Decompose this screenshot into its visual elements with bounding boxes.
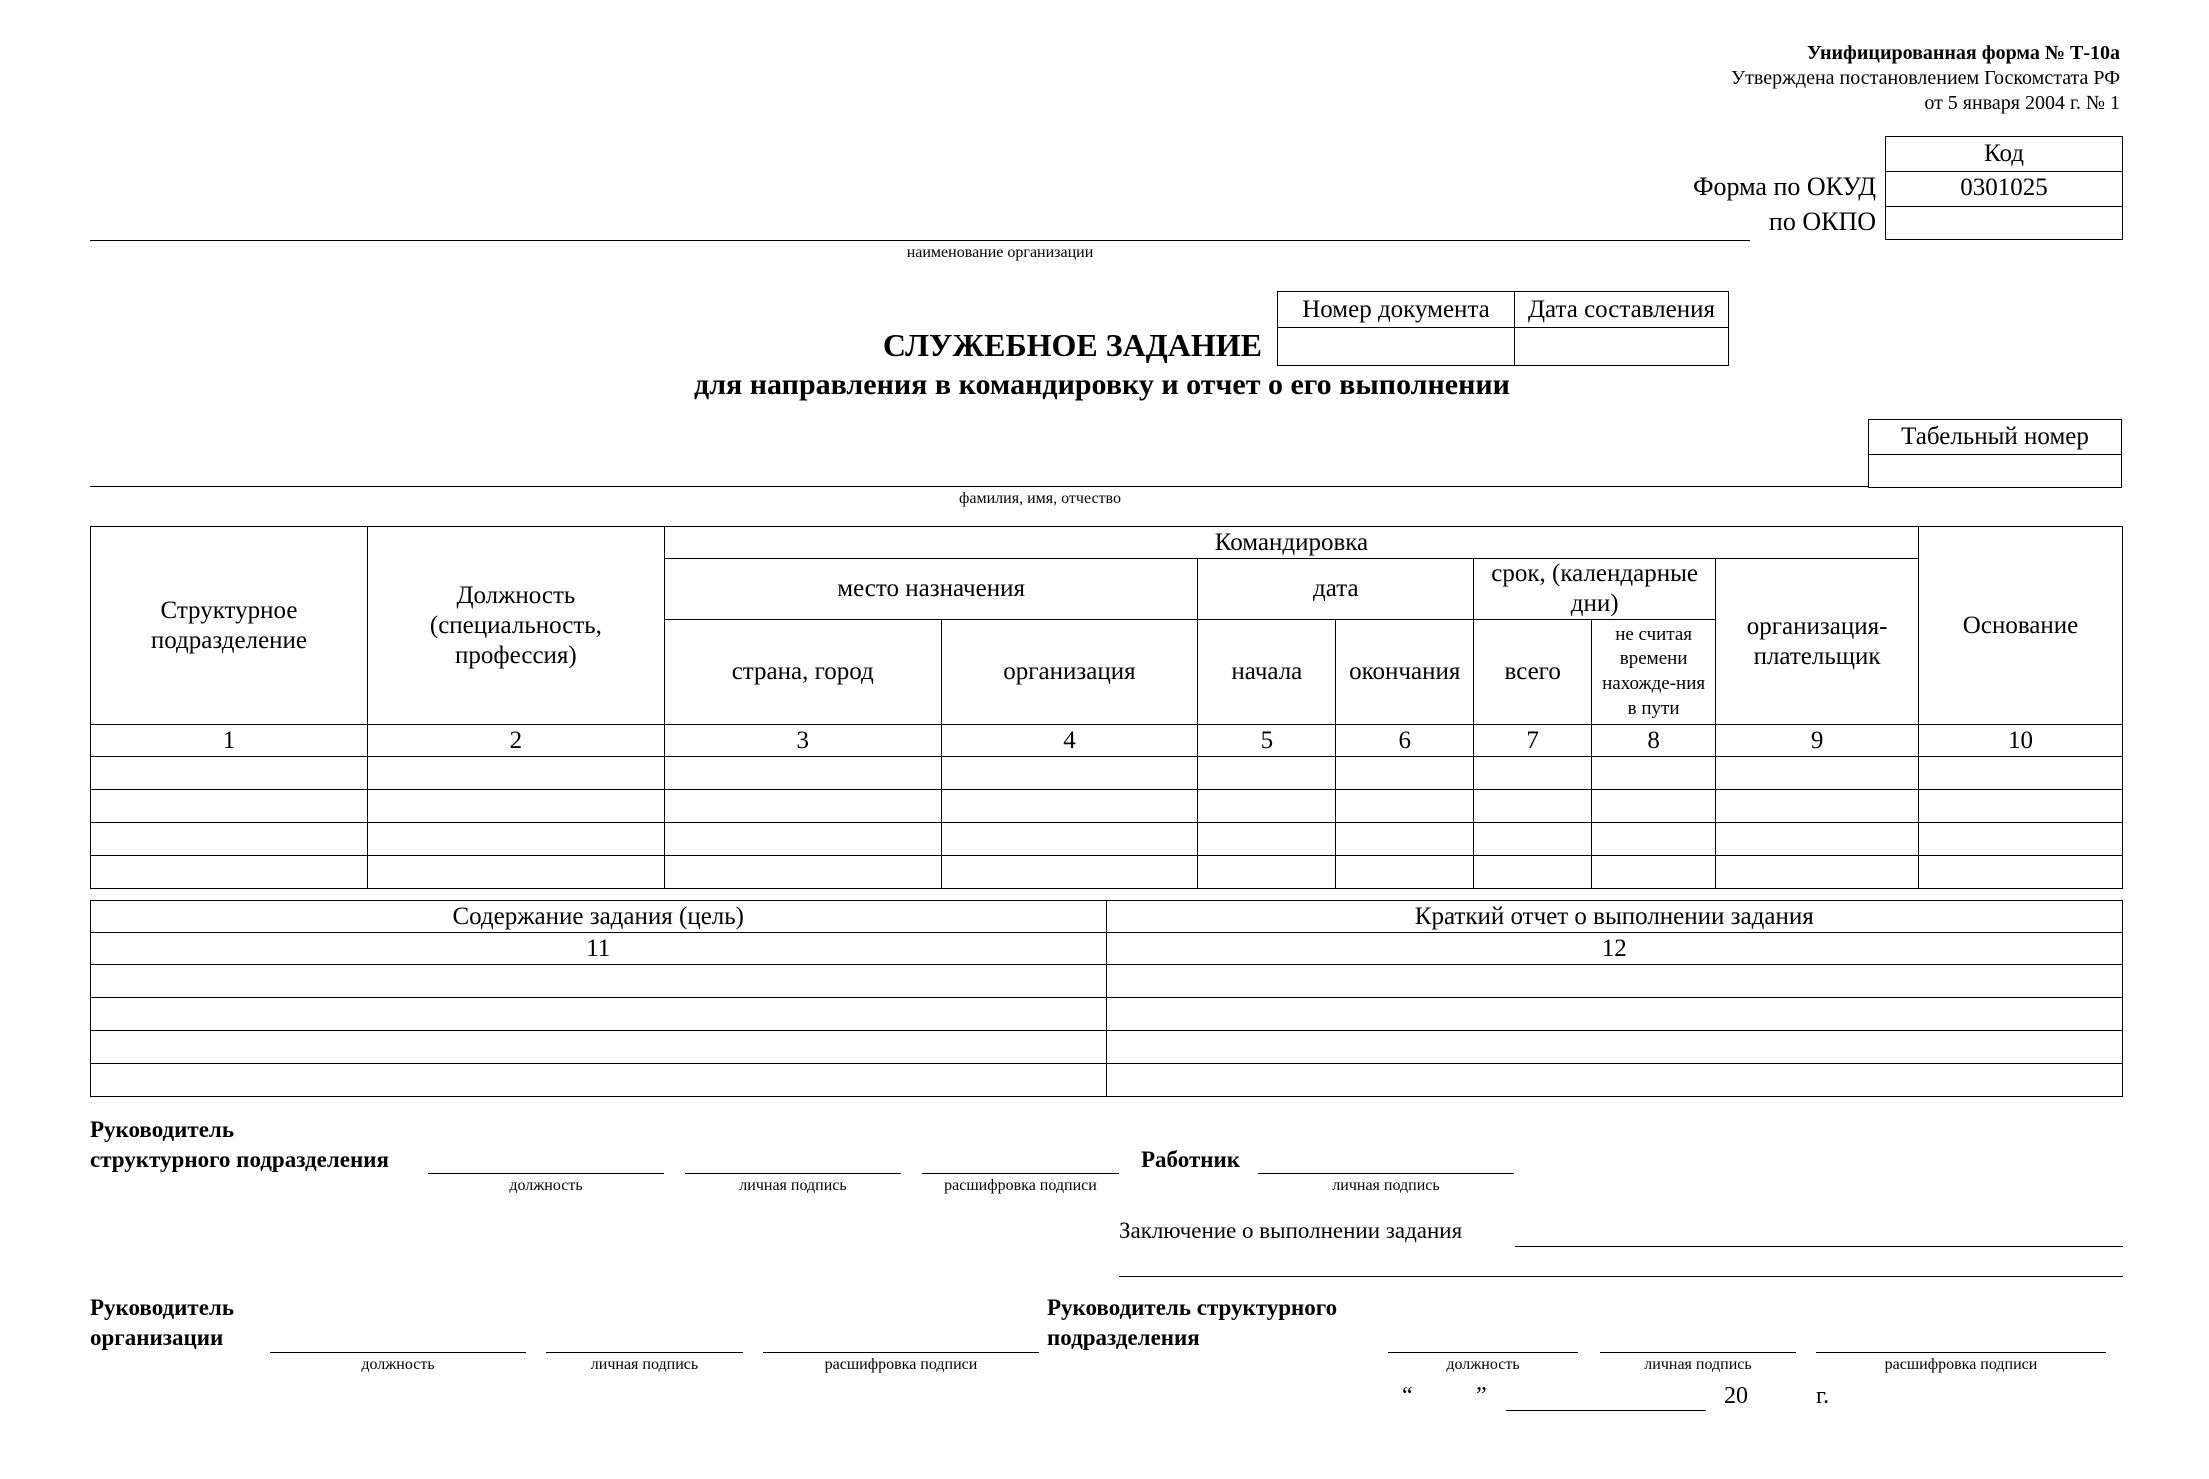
table-cell[interactable] — [91, 757, 368, 790]
conclusion-label: Заключение о выполнении задания — [1119, 1218, 1463, 1243]
conclusion-line-2[interactable] — [1119, 1276, 2123, 1277]
col-number: 2 — [367, 725, 664, 757]
okud-label: Форма по ОКУД — [1693, 172, 1876, 201]
col-start-header: начала — [1198, 620, 1336, 725]
head-org-signature-caption: личная подпись — [590, 1356, 699, 1373]
table-row — [91, 1031, 2123, 1064]
col-number: 11 — [91, 933, 1107, 965]
doc-number-label: Номер документа — [1278, 292, 1515, 328]
table-cell[interactable] — [1198, 856, 1336, 889]
okpo-label: по ОКПО — [1768, 207, 1876, 236]
table-cell[interactable] — [1474, 757, 1592, 790]
table-cell[interactable] — [941, 823, 1198, 856]
table-row — [91, 757, 2123, 790]
col-number: 10 — [1919, 725, 2123, 757]
head-struct-label-2: структурного подразделения — [90, 1147, 389, 1172]
table-cell[interactable] — [1198, 790, 1336, 823]
col-number: 8 — [1592, 725, 1716, 757]
doc-date-value[interactable] — [1515, 328, 1729, 366]
document-box — [1277, 291, 1729, 366]
worker-signature-caption: личная подпись — [1332, 1177, 1440, 1194]
title-sub: для направления в командировку и отчет о его выполнении — [694, 368, 1510, 401]
col-number: 7 — [1474, 725, 1592, 757]
worker-signature-line[interactable] — [1258, 1173, 1514, 1174]
table-cell[interactable] — [367, 757, 664, 790]
col-excl-header: не считая времени нахожде-ния в пути — [1592, 620, 1716, 725]
okud-value[interactable]: 0301025 — [1886, 172, 2122, 207]
table-cell[interactable] — [91, 1064, 1107, 1097]
col-number: 9 — [1716, 725, 1919, 757]
head-org-decoding-caption: расшифровка подписи — [824, 1356, 978, 1373]
form-title: Унифицированная форма № Т-10а — [1806, 42, 2120, 64]
table-cell[interactable] — [1106, 998, 2123, 1031]
table-cell[interactable] — [1336, 790, 1474, 823]
head-struct-signature-caption: личная подпись — [739, 1177, 847, 1194]
table-cell[interactable] — [1336, 757, 1474, 790]
title-main: СЛУЖЕБНОЕ ЗАДАНИЕ — [882, 327, 1262, 363]
head-struct-label-1: Руководитель — [90, 1117, 234, 1142]
table-cell[interactable] — [1106, 965, 2123, 998]
col-number: 4 — [941, 725, 1198, 757]
doc-number-value[interactable] — [1278, 328, 1515, 366]
table-cell[interactable] — [1474, 856, 1592, 889]
table-cell[interactable] — [1919, 757, 2123, 790]
col-struct-header: Структурное подразделение — [91, 527, 368, 725]
col-country-header: страна, город — [664, 620, 941, 725]
table-cell[interactable] — [1106, 1031, 2123, 1064]
table-cell[interactable] — [1919, 856, 2123, 889]
table-cell[interactable] — [1592, 856, 1716, 889]
table-cell[interactable] — [91, 823, 368, 856]
date-quote-close: ” — [1476, 1383, 1487, 1409]
okpo-value[interactable] — [1886, 207, 2122, 240]
head-struct2-signature-caption: личная подпись — [1644, 1356, 1752, 1373]
table-row — [91, 790, 2123, 823]
table-cell[interactable] — [91, 965, 1107, 998]
col-number: 12 — [1106, 933, 2123, 965]
col-payer-header: организация-плательщик — [1716, 559, 1919, 725]
head-struct-signature-line[interactable] — [685, 1173, 901, 1174]
col-number: 6 — [1336, 725, 1474, 757]
col-number: 5 — [1198, 725, 1336, 757]
table-cell[interactable] — [367, 823, 664, 856]
approved-by: Утверждена постановлением Госкомстата РФ — [1731, 67, 2120, 89]
date-year-suffix: г. — [1816, 1383, 1830, 1409]
table-cell[interactable] — [941, 757, 1198, 790]
table-cell[interactable] — [1592, 823, 1716, 856]
head-struct-position-caption: должность — [509, 1177, 583, 1194]
head-struct2-label-2: подразделения — [1047, 1325, 1200, 1350]
table-cell[interactable] — [367, 856, 664, 889]
group-trip-header: Командировка — [664, 527, 1918, 559]
code-box — [1885, 136, 2123, 240]
col-org-header: организация — [941, 620, 1198, 725]
table-cell[interactable] — [1198, 823, 1336, 856]
worker-label: Работник — [1141, 1147, 1240, 1172]
head-struct-position-line[interactable] — [428, 1173, 664, 1174]
tab-number-label: Табельный номер — [1869, 420, 2122, 455]
table-row — [91, 1064, 2123, 1097]
task-table — [90, 900, 2123, 1097]
table-cell[interactable] — [664, 823, 941, 856]
table-cell[interactable] — [1716, 790, 1919, 823]
head-org-label-2: организации — [90, 1325, 224, 1350]
table-cell[interactable] — [91, 1031, 1107, 1064]
table-row — [91, 965, 2123, 998]
table-row — [91, 998, 2123, 1031]
group-term-header: срок, (календарные дни) — [1474, 559, 1716, 620]
table-cell[interactable] — [1716, 757, 1919, 790]
trip-table — [90, 526, 2123, 889]
table-cell[interactable] — [1474, 790, 1592, 823]
group-destination-header: место назначения — [664, 559, 1198, 620]
table-cell[interactable] — [367, 790, 664, 823]
head-org-label-1: Руководитель — [90, 1295, 234, 1320]
table-cell[interactable] — [91, 790, 368, 823]
table-row — [91, 856, 2123, 889]
col-total-header: всего — [1474, 620, 1592, 725]
col-report-header: Краткий отчет о выполнении задания — [1106, 901, 2123, 933]
group-date-header: дата — [1198, 559, 1474, 620]
approved-date: от 5 января 2004 г. № 1 — [1924, 92, 2120, 114]
table-cell[interactable] — [1592, 790, 1716, 823]
table-cell[interactable] — [1716, 856, 1919, 889]
table-cell[interactable] — [1336, 856, 1474, 889]
head-org-position-caption: должность — [361, 1356, 435, 1373]
col-number: 3 — [664, 725, 941, 757]
date-month-line[interactable] — [1506, 1410, 1706, 1411]
col-content-header: Содержание задания (цель) — [91, 901, 1107, 933]
col-basis-header: Основание — [1919, 527, 2123, 725]
doc-date-label: Дата составления — [1515, 292, 1729, 328]
fio-caption: фамилия, имя, отчество — [959, 490, 1121, 507]
table-cell[interactable] — [1592, 757, 1716, 790]
table-cell[interactable] — [664, 856, 941, 889]
col-position-header: Должность (специальность, профессия) — [367, 527, 664, 725]
head-struct2-decoding-line[interactable] — [1816, 1352, 2106, 1353]
table-cell[interactable] — [91, 856, 368, 889]
table-row — [91, 823, 2123, 856]
head-struct-decoding-line[interactable] — [922, 1173, 1119, 1174]
table-cell[interactable] — [1336, 823, 1474, 856]
table-cell[interactable] — [941, 856, 1198, 889]
head-org-position-line[interactable] — [270, 1352, 526, 1353]
fio-line[interactable] — [90, 486, 1869, 487]
conclusion-line-1[interactable] — [1515, 1246, 2123, 1247]
organization-line[interactable] — [90, 240, 1750, 241]
code-header: Код — [1886, 137, 2122, 172]
date-year-prefix: 20 — [1724, 1383, 1748, 1409]
head-struct-decoding-caption: расшифровка подписи — [944, 1177, 1097, 1194]
table-cell[interactable] — [1198, 757, 1336, 790]
tab-number-box — [1868, 419, 2122, 488]
table-cell[interactable] — [1106, 1064, 2123, 1097]
head-struct2-position-line[interactable] — [1388, 1352, 1578, 1353]
tab-number-value[interactable] — [1869, 455, 2122, 488]
table-cell[interactable] — [664, 757, 941, 790]
table-cell[interactable] — [1474, 823, 1592, 856]
head-org-decoding-line[interactable] — [763, 1352, 1039, 1353]
col-number: 1 — [91, 725, 368, 757]
head-struct2-signature-line[interactable] — [1600, 1352, 1796, 1353]
head-struct2-decoding-caption: расшифровка подписи — [1884, 1356, 2038, 1373]
table-cell[interactable] — [1919, 823, 2123, 856]
table-cell[interactable] — [1716, 823, 1919, 856]
table-cell[interactable] — [941, 790, 1198, 823]
head-org-signature-line[interactable] — [546, 1352, 743, 1353]
date-quote-open: “ — [1402, 1383, 1413, 1409]
col-end-header: окончания — [1336, 620, 1474, 725]
table-cell[interactable] — [1919, 790, 2123, 823]
head-struct2-label-1: Руководитель структурного — [1047, 1295, 1338, 1320]
organization-caption: наименование организации — [906, 244, 1094, 261]
table-cell[interactable] — [91, 998, 1107, 1031]
table-cell[interactable] — [664, 790, 941, 823]
head-struct2-position-caption: должность — [1446, 1356, 1520, 1373]
